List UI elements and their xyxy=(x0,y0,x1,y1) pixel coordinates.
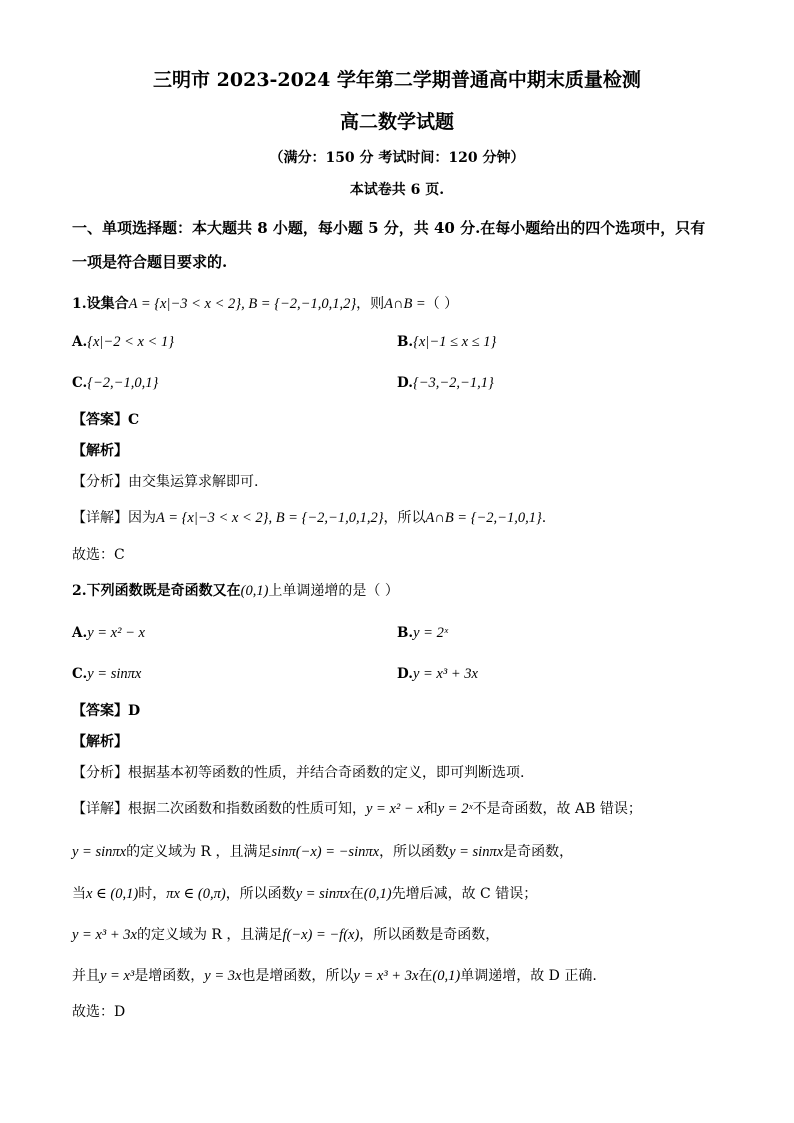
q1-option-a-label: A. xyxy=(72,334,88,350)
q1-option-b-label: B. xyxy=(397,334,414,350)
q2-detail-math: sinπ(−x) = −sinπx xyxy=(271,844,380,860)
q2-detail-math: (0,1) xyxy=(432,968,461,984)
q2-detail-line1 xyxy=(72,799,642,819)
q1-detail-math2: A∩B = {−2,−1,0,1} xyxy=(425,510,542,526)
q2-stem-prefix: 2.下列函数既是奇函数又在 xyxy=(72,583,241,599)
q2-detail-text: 和 xyxy=(423,801,438,817)
q1-option-a xyxy=(72,332,174,352)
q2-detail-text: ，所以函数 xyxy=(225,886,296,902)
q1-detail-mid: ，所以 xyxy=(383,510,426,526)
q2-analysis-heading: 【解析】 xyxy=(72,734,128,750)
q1-detail xyxy=(72,508,546,528)
q2-detail-line4 xyxy=(72,925,499,945)
q2-detail-text: 在 xyxy=(349,886,364,902)
q2-detail-math: y = x³ xyxy=(100,968,135,984)
q2-detail-text: 的定义域为 R ，且满足 xyxy=(126,844,272,860)
q2-detail-line2 xyxy=(72,842,573,862)
q2-option-b xyxy=(397,623,448,643)
q1-stem xyxy=(72,294,458,314)
q2-detail-math: πx ∈ (0,π) xyxy=(166,886,226,902)
q2-option-c xyxy=(72,664,141,684)
q2-detail-math: y = sinπx xyxy=(295,886,350,902)
q2-detail-text: ，所以函数是奇函数， xyxy=(359,927,500,943)
exam-score-time: （满分：150 分 考试时间：120 分钟） xyxy=(269,150,525,166)
q1-option-d-label: D. xyxy=(397,375,413,391)
q2-detail-text: 也是增函数，所以 xyxy=(241,968,354,984)
q2-detail-math: y = sinπx xyxy=(449,844,504,860)
q2-detail-text: 的定义域为 R ，且满足 xyxy=(136,927,283,943)
exam-title: 三明市 2023-2024 学年第二学期普通高中期末质量检测 xyxy=(153,69,641,91)
q2-detail-math: y = sinπx xyxy=(72,844,127,860)
section-heading-line2: 一项是符合题目要求的. xyxy=(72,253,228,271)
q2-detail-math: x ∈ (0,1) xyxy=(86,886,139,902)
q2-detail-math: (0,1) xyxy=(363,886,392,902)
q1-stem-math2: A∩B = xyxy=(384,296,426,312)
q2-detail-math: y = x³ + 3x xyxy=(353,968,419,984)
q1-stem-math: A = {x|−3 < x < 2}, B = {−2,−1,0,1,2} xyxy=(128,296,357,312)
q1-option-a-text: {x|−2 < x < 1} xyxy=(87,334,174,350)
q1-option-c xyxy=(72,373,158,393)
q2-option-d xyxy=(397,664,478,684)
q2-detail-line5 xyxy=(72,966,597,986)
q2-detail-text: 是奇函数， xyxy=(503,844,574,860)
q2-detail-text: ，所以函数 xyxy=(379,844,450,860)
section-heading-line1: 一、单项选择题：本大题共 8 小题，每小题 5 分，共 40 分.在每小题给出的四个选项中，只有 xyxy=(72,219,706,237)
q1-analysis-heading: 【解析】 xyxy=(72,443,128,459)
q1-option-c-text: {−2,−1,0,1} xyxy=(87,375,159,391)
q2-detail-text: 并且 xyxy=(72,968,100,984)
q2-detail-text: 先增后减，故 C 错误； xyxy=(391,886,538,902)
q1-option-d xyxy=(397,373,494,393)
q2-option-d-label: D. xyxy=(397,666,413,682)
q1-analysis: 【分析】由交集运算求解即可. xyxy=(72,474,259,490)
q1-detail-prefix: 【详解】因为 xyxy=(72,510,156,526)
q1-option-c-label: C. xyxy=(72,375,88,391)
q2-detail-line3 xyxy=(72,884,537,904)
q2-option-d-text: y = x³ + 3x xyxy=(412,666,478,682)
q2-detail-text: 在 xyxy=(418,968,433,984)
q2-option-a xyxy=(72,623,145,643)
q2-option-a-text: y = x² − x xyxy=(87,625,145,641)
q2-answer: 【答案】D xyxy=(72,703,141,719)
q2-option-b-label: B. xyxy=(397,625,414,641)
q2-detail-math: y = 2ˣ xyxy=(437,801,473,817)
q1-stem-mid: ，则 xyxy=(356,296,385,312)
q1-stem-suffix: （ ） xyxy=(425,296,459,312)
q2-option-c-label: C. xyxy=(72,666,88,682)
q2-option-b-text: y = 2ˣ xyxy=(413,625,448,641)
q2-detail-text: 是增函数， xyxy=(134,968,205,984)
q2-stem-suffix: 上单调递增的是（ ） xyxy=(268,583,399,599)
q2-stem-math: (0,1) xyxy=(240,583,269,599)
q1-detail-end: . xyxy=(541,510,547,526)
q1-option-b xyxy=(397,332,496,352)
q1-answer: 【答案】C xyxy=(72,412,140,428)
q2-detail-text: 时， xyxy=(138,886,167,902)
q1-detail-math: A = {x|−3 < x < 2}, B = {−2,−1,0,1,2} xyxy=(156,510,384,526)
q2-detail-math: y = x³ + 3x xyxy=(72,927,137,943)
q1-choice: 故选：C xyxy=(72,547,125,563)
q2-detail-text: 当 xyxy=(72,886,86,902)
q1-option-b-text: {x|−1 ≤ x ≤ 1} xyxy=(413,334,497,350)
q2-detail-text: 单调递增，故 D 正确. xyxy=(460,968,597,984)
q2-option-a-label: A. xyxy=(72,625,88,641)
q1-option-d-text: {−3,−2,−1,1} xyxy=(412,375,494,391)
q2-detail-text: 不是奇函数，故 AB 错误； xyxy=(472,801,642,817)
exam-pages: 本试卷共 6 页. xyxy=(349,182,445,198)
q2-option-c-text: y = sinπx xyxy=(87,666,142,682)
exam-subtitle: 高二数学试题 xyxy=(339,111,454,133)
q2-detail-math: y = 3x xyxy=(204,968,242,984)
q2-choice: 故选：D xyxy=(72,1004,126,1020)
q2-detail-math: y = x² − x xyxy=(366,801,424,817)
q2-detail-math: f(−x) = −f(x) xyxy=(282,927,360,943)
q1-stem-prefix: 1.设集合 xyxy=(72,296,129,312)
q2-detail-text: 【详解】根据二次函数和指数函数的性质可知， xyxy=(72,801,366,817)
q2-stem xyxy=(72,581,399,601)
q2-analysis: 【分析】根据基本初等函数的性质，并结合奇函数的定义，即可判断选项. xyxy=(72,765,525,781)
